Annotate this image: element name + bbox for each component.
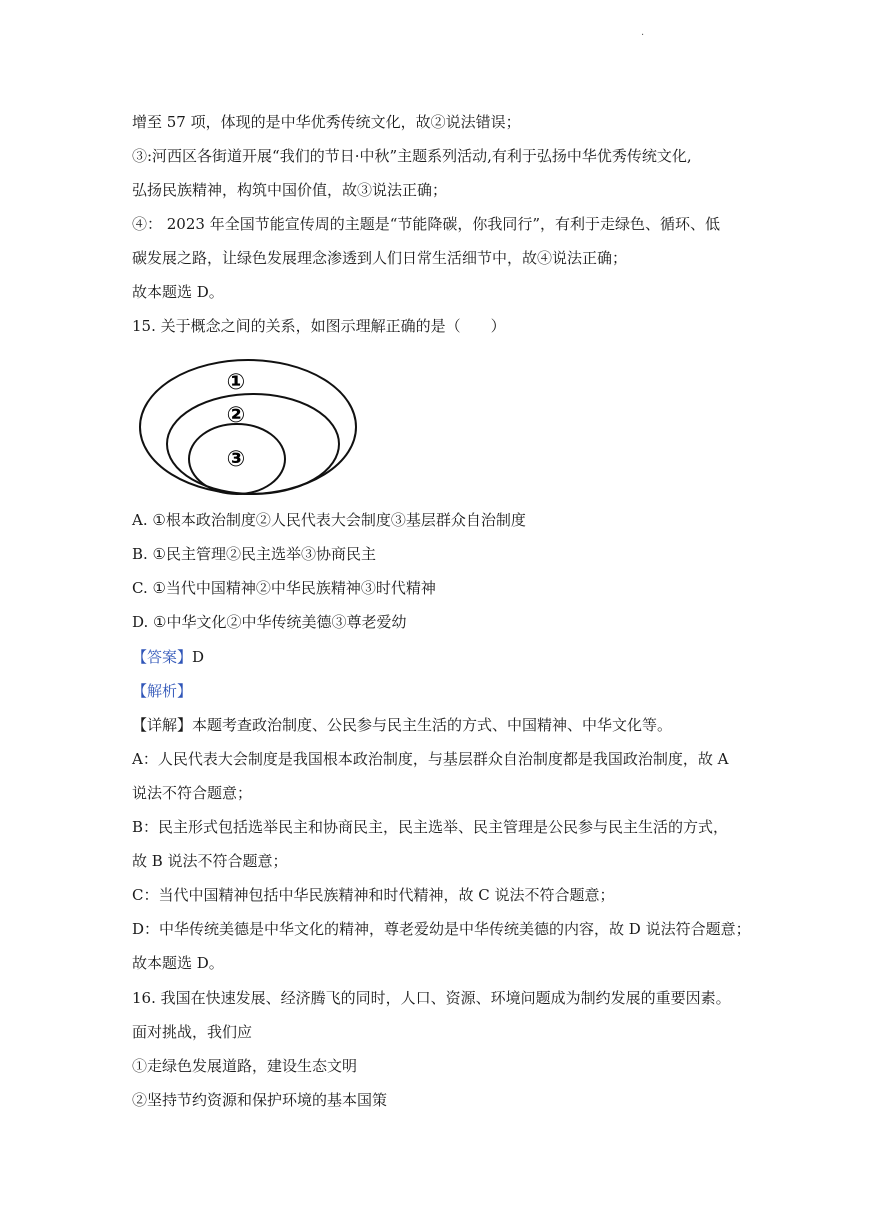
text-line: 弘扬民族精神，构筑中国价值，故③说法正确； <box>132 181 448 199</box>
option-d: D. ①中华文化②中华传统美德③尊老爱幼 <box>132 613 407 631</box>
explanation-a-2: 说法不符合题意； <box>132 784 253 802</box>
nested-ellipses-diagram <box>138 358 358 496</box>
option-a: A. ①根本政治制度②人民代表大会制度③基层群众自治制度 <box>132 511 526 529</box>
explanation-b-2: 故 B 说法不符合题意； <box>132 852 288 870</box>
question-16-stem-2: 面对挑战，我们应 <box>132 1023 253 1041</box>
detail-text: 本题考查政治制度、公民参与民主生活的方式、中国精神、中华文化等。 <box>192 716 673 734</box>
option-c: C. ①当代中国精神②中华民族精神③时代精神 <box>132 579 436 597</box>
diagram-label-3: ③ <box>226 447 246 472</box>
answer-tag: 【答案】 <box>132 648 193 666</box>
diagram-label-1: ① <box>226 370 246 395</box>
detail-line <box>132 715 672 735</box>
answer-value: D <box>192 648 205 666</box>
diagram-label-2: ② <box>226 403 246 428</box>
text-line: 碳发展之路，让绿色发展理念渗透到人们日常生活细节中，故④说法正确； <box>132 249 628 267</box>
explanation-d: D：中华传统美德是中华文化的精神，尊老爱幼是中华传统美德的内容，故 D 说法符合题意； <box>132 920 751 938</box>
explanation-c: C：当代中国精神包括中华民族精神和时代精神，故 C 说法不符合题意； <box>132 886 615 904</box>
text-line: ③:河西区各街道开展“我们的节日·中秋”主题系列活动,有利于弘扬中华优秀传统文化, <box>132 147 692 165</box>
page-marker: · <box>641 30 645 41</box>
detail-tag: 【详解】 <box>132 716 193 734</box>
question-15-stem: 15. 关于概念之间的关系，如图示理解正确的是（ ） <box>132 317 506 335</box>
text-line: 故本题选 D。 <box>132 283 224 301</box>
text-line: 增至 57 项，体现的是中华优秀传统文化，故②说法错误； <box>132 113 521 131</box>
option-b: B. ①民主管理②民主选举③协商民主 <box>132 545 377 563</box>
question-16-option-1: ①走绿色发展道路，建设生态文明 <box>132 1057 358 1075</box>
explanation-a-1: A：人民代表大会制度是我国根本政治制度，与基层群众自治制度都是我国政治制度，故 A <box>132 750 729 768</box>
analysis-tag: 【解析】 <box>132 682 193 700</box>
text-line: ④： 2023 年全国节能宣传周的主题是“节能降碳，你我同行”，有利于走绿色、循环、低 <box>132 215 721 233</box>
question-16-option-2: ②坚持节约资源和保护环境的基本国策 <box>132 1091 388 1109</box>
answer-line <box>132 647 204 667</box>
explanation-b-1: B：民主形式包括选举民主和协商民主，民主选举、民主管理是公民参与民主生活的方式， <box>132 818 729 836</box>
conclusion: 故本题选 D。 <box>132 954 224 972</box>
question-16-stem-1: 16. 我国在快速发展、经济腾飞的同时，人口、资源、环境问题成为制约发展的重要因素。 <box>132 989 731 1007</box>
